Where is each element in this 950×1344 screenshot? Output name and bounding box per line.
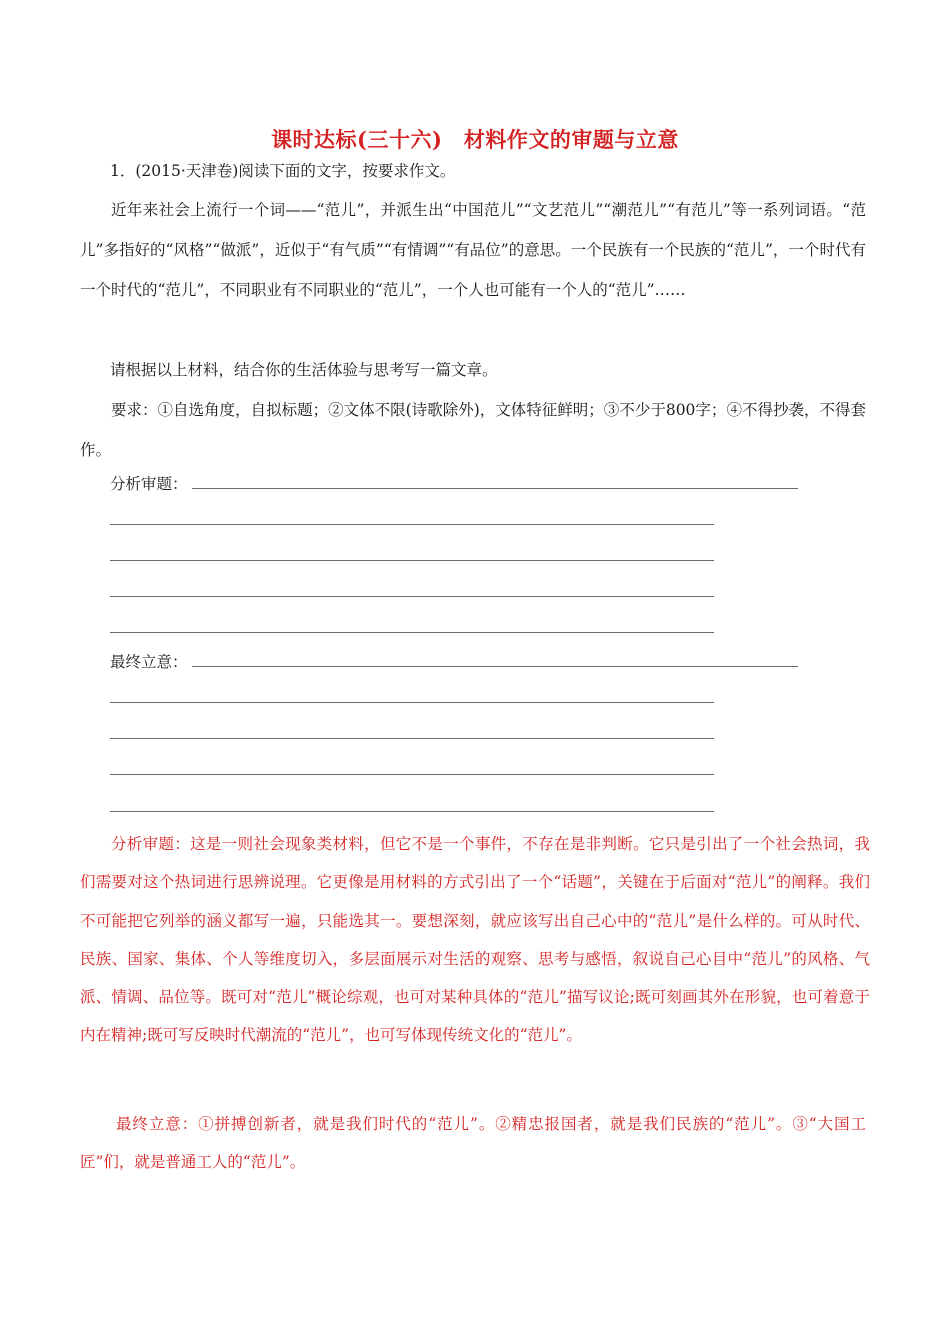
- analysis-answer-line[interactable]: [110, 560, 714, 561]
- analysis-answer-line[interactable]: [110, 632, 714, 633]
- answer-intent: 最终立意：①拼搏创新者，就是我们时代的“范儿”。②精忠报国者，就是我们民族的“范儿”。③“大国工匠”们，就是普通工人的“范儿”。: [80, 1115, 866, 1171]
- question-header: 1．(2015·天津卷)阅读下面的文字，按要求作文。: [110, 162, 456, 180]
- intent-answer-line[interactable]: [110, 702, 714, 703]
- intent-answer-line[interactable]: [192, 666, 798, 667]
- analysis-label: 分析审题：: [110, 475, 188, 493]
- question-requirements: 要求：①自选角度，自拟标题；②文体不限(诗歌除外)，文体特征鲜明；③不少于800字；④不得抄袭，不得套作。: [80, 401, 866, 459]
- page-title: 课时达标(三十六) 材料作文的审题与立意: [271, 127, 679, 152]
- question-instruction: 请根据以上材料，结合你的生活体验与思考写一篇文章。: [110, 361, 498, 379]
- intent-answer-line[interactable]: [110, 811, 714, 812]
- intent-answer-line[interactable]: [110, 774, 714, 775]
- intent-answer-line[interactable]: [110, 738, 714, 739]
- intent-label: 最终立意：: [110, 653, 188, 671]
- analysis-answer-line[interactable]: [110, 524, 714, 525]
- answer-analysis: 分析审题：这是一则社会现象类材料，但它不是一个事件，不存在是非判断。它只是引出了一个社会热词，我们需要对这个热词进行思辨说理。它更像是用材料的方式引出了一个“话题”，关键在于后面对“范儿”的阐释。我们不可能把它列举的涵义都写一遍，只能选其一。要想深刻，就应该写出自己心中的“范儿”是什么样的。可从时代、民族、国家、集体、个人等维度切入，多层面展示对生活的观察、思考与感悟，叙说自己心目中“范儿”的风格、气派、情调、品位等。既可对“范儿”概论综观，也可对某种具体的“范儿”描写议论;既可刻画其外在形貌，也可着意于内在精神;既可写反映时代潮流的“范儿”，也可写体现传统文化的“范儿”。: [80, 835, 870, 1045]
- question-material: 近年来社会上流行一个词——“范儿”，并派生出“中国范儿”“文艺范儿”“潮范儿”“有范儿”等一系列词语。“范儿”多指好的“风格”“做派”，近似于“有气质”“有情调”“有品位”的意思。一个民族有一个民族的“范儿”，一个时代有一个时代的“范儿”，不同职业有不同职业的“范儿”，一个人也可能有一个人的“范儿”……: [80, 201, 866, 299]
- analysis-answer-line[interactable]: [192, 488, 798, 489]
- analysis-answer-line[interactable]: [110, 596, 714, 597]
